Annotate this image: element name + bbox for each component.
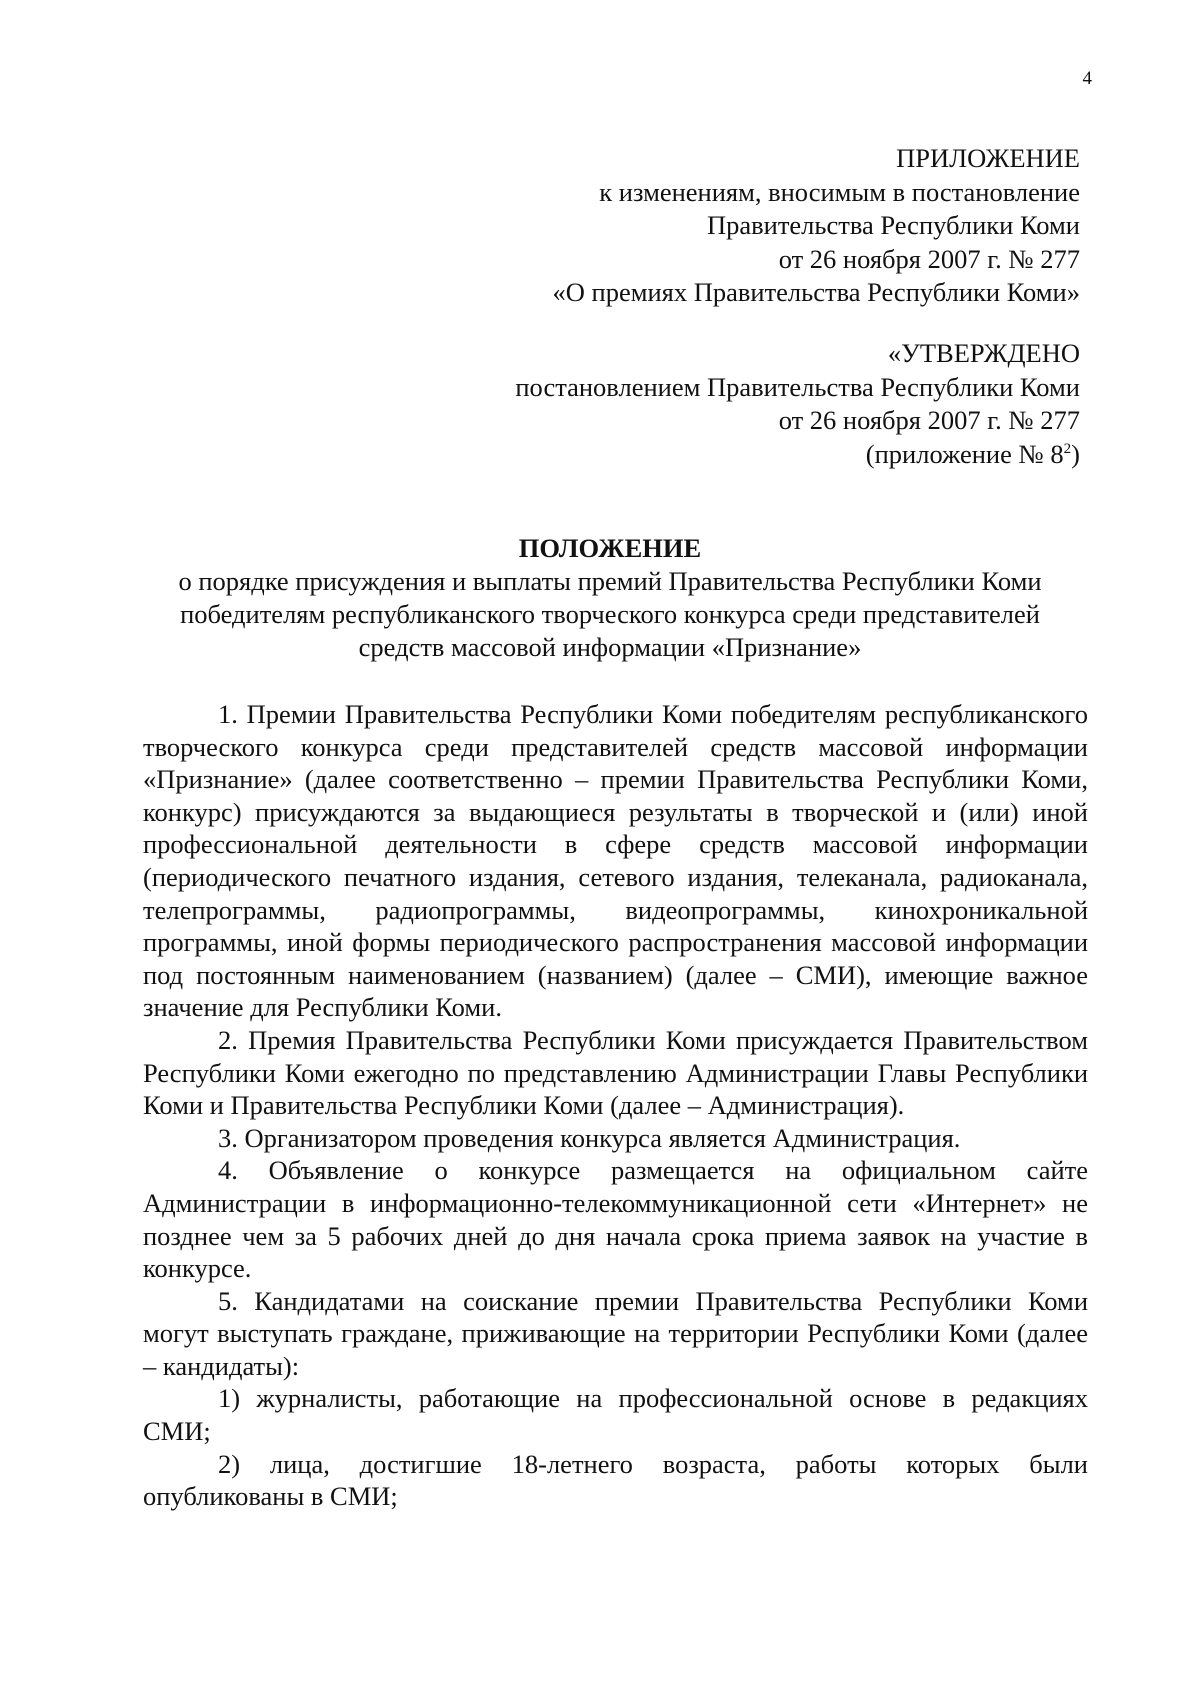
document-title: ПОЛОЖЕНИЕ	[518, 533, 702, 563]
paragraph-5: 5. Кандидатами на соискание премии Правительства Республики Коми могут выступать граждане, приживающие на территории Республики Коми (далее – кандидаты):	[143, 1285, 1088, 1381]
paragraph-2: 2. Премия Правительства Республики Коми присуждается Правительством Республики Коми ежегодно по представлению Администрации Главы Республики Коми и Правительства Республики Коми (далее – Администрация).	[143, 1024, 1088, 1121]
appendix-line: от 26 ноября 2007 г. № 277	[778, 243, 1080, 274]
appendix-line: Правительства Республики Коми	[706, 210, 1080, 240]
document-body	[143, 698, 1088, 1513]
appendix-header	[380, 142, 1080, 310]
paragraph-5-item-1: 1) журналисты, работающие на профессиональной основе в редакциях СМИ;	[143, 1383, 1088, 1447]
document-subtitle: о порядке присуждения и выплаты премий Правительства Республики Коми победителям республиканского творческого конкурса среди представителей средств массовой информации «Признание»	[178, 566, 1042, 662]
paragraph-5-item-2: 2) лица, достигшие 18-летнего возраста, работы которых были опубликованы в СМИ;	[143, 1448, 1088, 1512]
approved-line: постановлением Правительства Республики Коми	[515, 371, 1080, 402]
document-title-block	[140, 532, 1080, 664]
paragraph-3: 3. Организатором проведения конкурса является Администрация.	[218, 1122, 961, 1153]
paragraph-1: 1. Премии Правительства Республики Коми победителям республиканского творческого конкурса среди представителей средств массовой информации «Признание» (далее соответственно – премии Правительства Республики Коми, конкурс) присуждаются за выдающиеся результаты в творческой и (или) иной профессиональной деятельности в сфере средств массовой информации (периодического печатного издания, сетевого издания, телеканала, радиоканала, телепрограммы, радиопрограммы, видеопрограммы, кинохроникальной программы, иной формы периодического распространения массовой информации под постоянным наименованием (названием) (далее – СМИ), имеющие важное значение для Республики Коми.	[143, 699, 1088, 1023]
approval-stamp-text	[380, 337, 1080, 471]
annex-reference	[380, 438, 1080, 472]
appendix-line: к изменениям, вносимым в постановление	[599, 176, 1080, 207]
paragraph-4: 4. Объявление о конкурсе размещается на официальном сайте Администрации в информационно-телекоммуникационной сети «Интернет» не позднее чем за 5 рабочих дней до дня начала срока приема заявок на участие в конкурсе.	[143, 1155, 1088, 1284]
approved-line: от 26 ноября 2007 г. № 277	[778, 405, 1080, 435]
annex-suffix: )	[1071, 438, 1080, 469]
appendix-line: «О премиях Правительства Республики Коми»	[552, 277, 1080, 307]
page-number: 4	[1082, 68, 1092, 89]
annex-prefix: (приложение № 8	[865, 438, 1064, 469]
annex-superscript: 2	[1063, 440, 1072, 457]
appendix-line: ПРИЛОЖЕНИЕ	[896, 143, 1080, 173]
approved-line: «УТВЕРЖДЕНО	[887, 338, 1080, 368]
